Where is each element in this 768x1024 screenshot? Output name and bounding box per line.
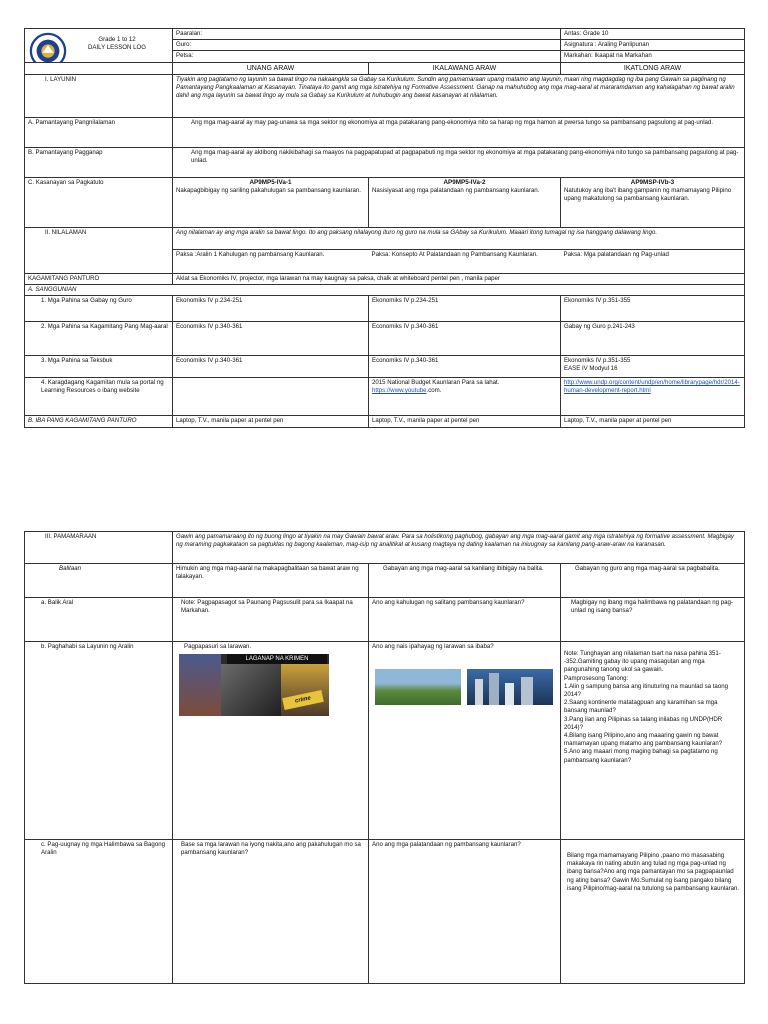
- paghahabi-day1-text: Pagpapasuri sa larawan.: [184, 643, 252, 650]
- balitaan-day2: Gabayan ang mga mag-aaral sa kanilang ibibigay na balita.: [369, 564, 561, 598]
- pag-uugnay-label: c. Pag-uugnay ng mga Halimbawa sa Bagong Aralin: [25, 840, 173, 984]
- nilalaman-label: II. NILALAMAN: [25, 227, 173, 273]
- iba-label: B. IBA PANG KAGAMITANG PANTURO: [25, 416, 173, 428]
- ref-row-3-day2: Economiks IV p.340-361: [369, 356, 561, 378]
- layunin-label: I. LAYUNIN: [25, 74, 173, 117]
- crime-collage-image: [179, 654, 329, 716]
- ref-row-3-day3-b: EASE IV Modyul 16: [564, 365, 618, 373]
- paksa-1: Paksa :Aralin 1 Kahulugan ng pambansang Kaunlaran.: [173, 249, 369, 273]
- deped-seal-icon: [29, 32, 67, 62]
- paghahabi-day2-text: Ano ang nais ipahayag ng larawan sa ibaba?: [372, 643, 494, 650]
- ref-row-1-day1: Ekonomiks IV p.234-251: [173, 296, 369, 322]
- kagamitan-label: KAGAMITANG PANTURO: [25, 273, 173, 284]
- day2-header: IKALAWANG ARAW: [369, 62, 561, 74]
- youtube-link[interactable]: https://www.youtube: [372, 387, 427, 395]
- quarter: Markahan: Ikaapat na Markahan: [561, 51, 745, 62]
- balitaan-day3: Gabayan ng guro ang mga mag-aaral sa pagbabalita.: [561, 564, 745, 598]
- balik-aral-label: a. Balik Aral: [25, 598, 173, 642]
- ref-row-3-label: 3. Mga Pahina sa Teksbuk: [25, 356, 173, 378]
- school-label: Paaralan:: [173, 29, 561, 40]
- paghahabi-day3-line-1: Pamprosesong Tanong:: [564, 674, 629, 682]
- balik-aral-day1: Note: Pagpapasagot sa Paunang Pagsusulit para sa Ikaapat na Markahan.: [173, 598, 369, 642]
- date-label: Petsa:: [173, 51, 561, 62]
- grade-level: Antas: Grade 10: [561, 29, 745, 40]
- crime-banner: LAGANAP NA KRIMEN: [227, 654, 327, 664]
- paghahabi-day2: [369, 642, 561, 840]
- pagkatuto-code-2: AP9MP5-IVa-2: [443, 178, 486, 186]
- paksa-3: Paksa: Mga palatandaan ng Pag-unlad: [561, 249, 745, 273]
- pag-uugnay-day2: Ano ang mga palatandaan ng pambansang kaunlaran?: [369, 840, 561, 984]
- balik-aral-day3: Magbigay ng ibang mga halimbawa ng palatandaan ng pag-unlad ng isang bansa?: [561, 598, 745, 642]
- paghahabi-day3: [561, 642, 745, 840]
- paghahabi-day3-line-3: 2.Saang kontinente matatagpuan ang karamihan sa mga bansang maunlad?: [564, 699, 718, 715]
- paghahabi-day1: [173, 642, 369, 840]
- grade-title: Grade 1 to 12: [98, 36, 136, 43]
- balik-aral-day2: Ano ang kahulugan ng salitang pambansang kaunlaran?: [369, 598, 561, 642]
- paghahabi-day3-line-6: 5.Ano ang maaari mong maging bahagi sa pagtatamo ng pambansang kaunlaran?: [564, 748, 718, 764]
- log-title: DAILY LESSON LOG: [87, 44, 147, 52]
- pamantayan-pagganap-label: B. Pamantayang Pagganap: [25, 147, 173, 177]
- iba-day3: Laptop, T.V., manila paper at pentel pen: [561, 416, 745, 428]
- iba-day2: Laptop, T.V., manila paper at pentel pen: [369, 416, 561, 428]
- pamamaraan-text: Gawin ang pamamaraang ito ng buong lingo at tiyakin na may Gawain bawat araw. Para sa holistikong paghubog, gabayan ang mga mag-aaral gamit ang mga istratehiya ng formative assessment. Magbigay ng maraming pagkakataon sa pagtuklas ng bagong kaalaman, mag-isip ng analitikal at kusang magtaya ng dating kaalaman na iniuugnay sa kanilang pang-araw-araw na karanasan.: [173, 532, 745, 564]
- ref-row-1-label: 1. Mga Pahina sa Gabay ng Guro: [25, 296, 173, 322]
- layunin-text: Tiyakin ang pagtatamo ng layunin sa bawat lingo na nakaangkla sa Gabay sa Kurikulum. Sundin ang pamamaraan upang matamo ang layunin, maari ring magdagdag ng iba pang Gawain sa paglinang ng Pamantayang Pangkaalaman at Kasanayan. Tinataya ito gamit ang mga istratehiya ng Formative Assessment. Ganap na mahuhubog ang mga mag-aaral at mararamdaman ang kahalagahan ng bawat aralin dahil ang mga layunin sa bawat lingo ay mula sa Gabay sa Kurikulum at huhubugin ang bawat kasanayan at nilalaman.: [173, 74, 745, 117]
- day3-header: IKATLONG ARAW: [561, 62, 745, 74]
- balitaan-label: Balitaan: [25, 564, 173, 598]
- paghahabi-day3-line-5: 4.Bilang isang Pilipino,ano ang maaaring gawin ng bawat mamamayan upang matamo ang pambansang kaunlaran?: [564, 732, 723, 748]
- pag-uugnay-day3: Bilang mga mamamayang Pilipino ,paano mo masasabing makakaya rin nating abutin ang tulad ng mga pag-unlad ng ibang bansa?Ano ang mga pamantayan mo sa pagpapaunlad ng ating bansa? Gawin Mo.Sumulat ng isang pangako bilang isang Pilipino/mag-aaral na tutulong sa pambansang kaunlaran.: [561, 840, 745, 984]
- pagkatuto-day1: [173, 177, 369, 227]
- karagdagan-day3: [561, 378, 745, 416]
- pag-uugnay-day1: Base sa mga larawan na iyong nakita,ano ang pakahulugan mo sa pambansang kaunlaran?: [173, 840, 369, 984]
- paghahabi-day3-line-2: 1.Alin g sampung bansa ang itinuturing na maunlad sa taong 2014?: [564, 682, 728, 699]
- pagkatuto-code-1: AP9MP5-IVa-1: [249, 178, 292, 186]
- karagdagan-day2-suffix: .com.: [426, 387, 442, 395]
- lesson-log-table-top: [24, 28, 745, 428]
- ref-row-2-day2: Economiks IV p.340-361: [369, 322, 561, 356]
- paghahabi-label: b. Paghahabi sa Layunin ng Aralin: [25, 642, 173, 840]
- day1-header: UNANG ARAW: [173, 62, 369, 74]
- pagkatuto-day3: [561, 177, 745, 227]
- subject: Asignatura : Araling Panlipunan: [561, 40, 745, 51]
- teacher-label: Guro:: [173, 40, 561, 51]
- karagdagan-day1: [173, 378, 369, 416]
- sanggunian-label: A. SANGGUNIAN: [25, 284, 745, 295]
- iba-day1: Laptop, T.V., manila paper at pentel pen: [173, 416, 369, 428]
- ref-row-3-day1: Economiks IV p.340-361: [173, 356, 369, 378]
- ref-row-3-day3: [561, 356, 745, 378]
- pagkatuto-day2: [369, 177, 561, 227]
- pagkatuto-text-3: Natutukoy ang iba't ibang gampanin ng mamamayang Pilipino upang makatulong sa pambansang kaunlaran.: [564, 186, 732, 203]
- pagkatuto-text-1: Nakapagbibigay ng sariling pakahulugan sa pambansang kaunlaran.: [176, 186, 361, 194]
- karagdagan-day2-text: 2015 National Budget Kaunlaran Para sa lahat.: [372, 379, 500, 387]
- paghahabi-day3-line-4: 3.Pang ilan ang Pilipinas sa talang inilabas ng UNDP(HDR 2014)?: [564, 715, 723, 731]
- pamantayan-nilalaman-text: Ang mga mag-aaral ay may pag-unawa sa mga sektor ng ekonomiya at mga patakarang pang-ekonomiya nito sa harap ng mga hamon at pwersa tungo sa pambansang pagsulong at pag-unlad.: [173, 117, 745, 147]
- ref-row-1-day2: Ekonomiks IV p.234-251: [369, 296, 561, 322]
- paghahabi-day3-line-0: Note: Tunghayan ang nilalaman tsart na nasa pahina 351--352.Gamiting gabay ito upang masagutan ang mga pangunahing tanong ukol sa gawain.: [564, 650, 721, 674]
- undp-link[interactable]: http://www.undp.org/content/undp/en/home/librarypage/hdr/2014-human-development-report.html: [564, 379, 740, 395]
- lesson-log-table-bottom: [24, 531, 745, 984]
- karagdagan-label: 4. Karagdagang Kagamitan mula sa portal ng Learning Resources o ibang website: [25, 378, 173, 416]
- ref-row-3-day3-a: Ekonomiks IV p.351-355: [564, 357, 631, 365]
- crime-tag: crime: [282, 690, 324, 710]
- pamantayan-nilalaman-label: A. Pamantayang Pangnilalaman: [25, 117, 173, 147]
- header-logo-cell: [25, 29, 173, 63]
- pagkatuto-text-2: Nasisiyasat ang mga palatandaan ng pambansang kaunlaran.: [372, 186, 540, 194]
- pagkatuto-code-3: AP9MSP-IVb-3: [630, 178, 675, 186]
- pamantayan-pagganap-text: Ang mga mag-aaral ay aktibong nakikibahagi sa maayos na pagpapatupad at pagpapabuti ng mga sektor ng ekonomiya at mga patakarang pang-ekonomiya nito tungo sa pambansang pagsulong at pag-unlad.: [173, 147, 745, 177]
- kagamitan-text: Aklat sa Ekonomiks IV, projector, mga larawan na may kaugnay sa paksa, chalk at whiteboard pentel pen , manila paper: [173, 273, 745, 284]
- ref-row-2-day3: Gabay ng Guro p.241-243: [561, 322, 745, 356]
- balitaan-day1: Himukin ang mga mag-aaral na makapagbalitaan sa bawat araw ng talakayan.: [173, 564, 369, 598]
- nilalaman-text: Ang nilalaman ay ang mga aralin sa bawat lingo. Ito ang paksang nilalayong ituro ng guro na mula sa GAbay sa Kurikulum. Maaari itong tumagal ng isa hanggang dalawang lingo.: [173, 227, 745, 249]
- ref-row-1-day3: Ekonomiks IV p.351-355: [561, 296, 745, 322]
- ref-row-2-day1: Economiks IV p.340-361: [173, 322, 369, 356]
- paksa-2: Paksa: Konsepto At Palatandaan ng Pambansang Kaunlaran.: [369, 249, 561, 273]
- ref-row-2-label: 2. Mga Pahina sa Kagamitang Pang Mag-aaral: [25, 322, 173, 356]
- city-development-image: [375, 669, 553, 705]
- pagkatuto-label: C. Kasanayan sa Pagkatuto: [25, 177, 173, 227]
- pamamaraan-label: III. PAMAMARAAN: [25, 532, 173, 564]
- karagdagan-day2: [369, 378, 561, 416]
